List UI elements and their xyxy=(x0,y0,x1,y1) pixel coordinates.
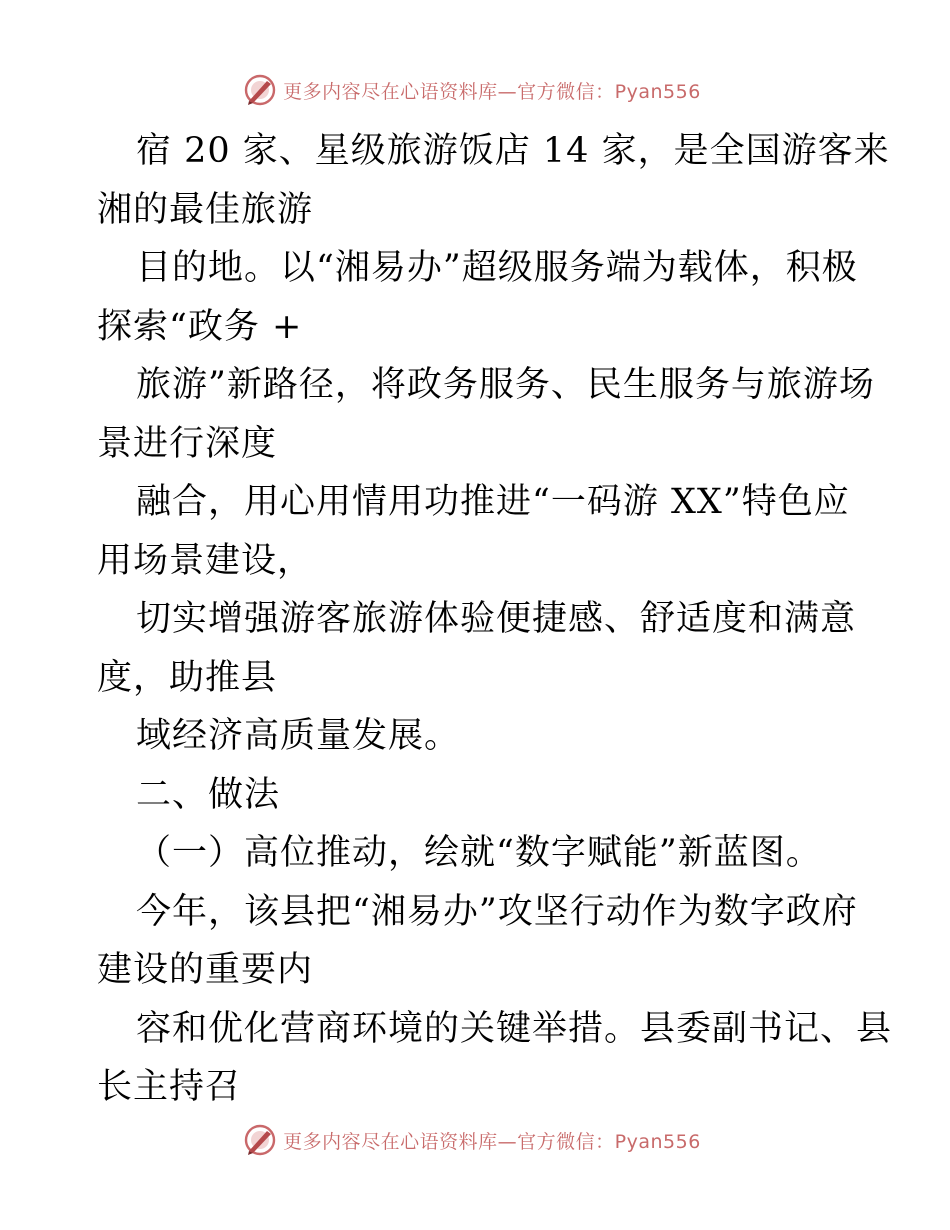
text-line: 度，助推县 xyxy=(97,657,278,698)
text-line: 景进行深度 xyxy=(97,423,278,464)
text-line: 融合，用心用情用功推进“一码游 XX”特色应 xyxy=(136,482,850,522)
text-line: 容和优化营商环境的关键举措。县委副书记、县 xyxy=(136,1008,893,1049)
text-line: 宿 20 家、星级旅游饭店 14 家，是全国游客来 xyxy=(136,131,890,171)
text-line: 用场景建设， xyxy=(97,540,314,581)
document-body xyxy=(97,122,893,1117)
text-line: 切实增强游客旅游体验便捷感、舒适度和满意 xyxy=(136,599,857,639)
watermark-text: 更多内容尽在心语资料库—官方微信：Pyan556 xyxy=(283,1130,701,1153)
text-line: 探索“政务 + xyxy=(97,306,303,347)
section-heading: 二、做法 xyxy=(136,774,281,815)
text-line: 建设的重要内 xyxy=(97,950,314,990)
text-line: 目的地。以“湘易办”超级服务端为载体，积极 xyxy=(136,248,858,288)
watermark-text: 更多内容尽在心语资料库—官方微信：Pyan556 xyxy=(283,80,701,103)
text-line: 长主持召 xyxy=(97,1067,242,1107)
footer-watermark xyxy=(0,1120,950,1160)
text-line: 湘的最佳旅游 xyxy=(97,189,314,230)
text-line: 域经济高质量发展。 xyxy=(136,716,461,756)
subsection-heading: （一）高位推动，绘就“数字赋能”新蓝图。 xyxy=(136,833,822,873)
pen-logo-icon xyxy=(243,1123,277,1157)
pen-logo-icon xyxy=(243,73,277,107)
text-line: 今年，该县把“湘易办”攻坚行动作为数字政府 xyxy=(136,891,858,932)
header-watermark xyxy=(0,70,950,110)
text-line: 旅游”新路径，将政务服务、民生服务与旅游场 xyxy=(136,365,875,405)
